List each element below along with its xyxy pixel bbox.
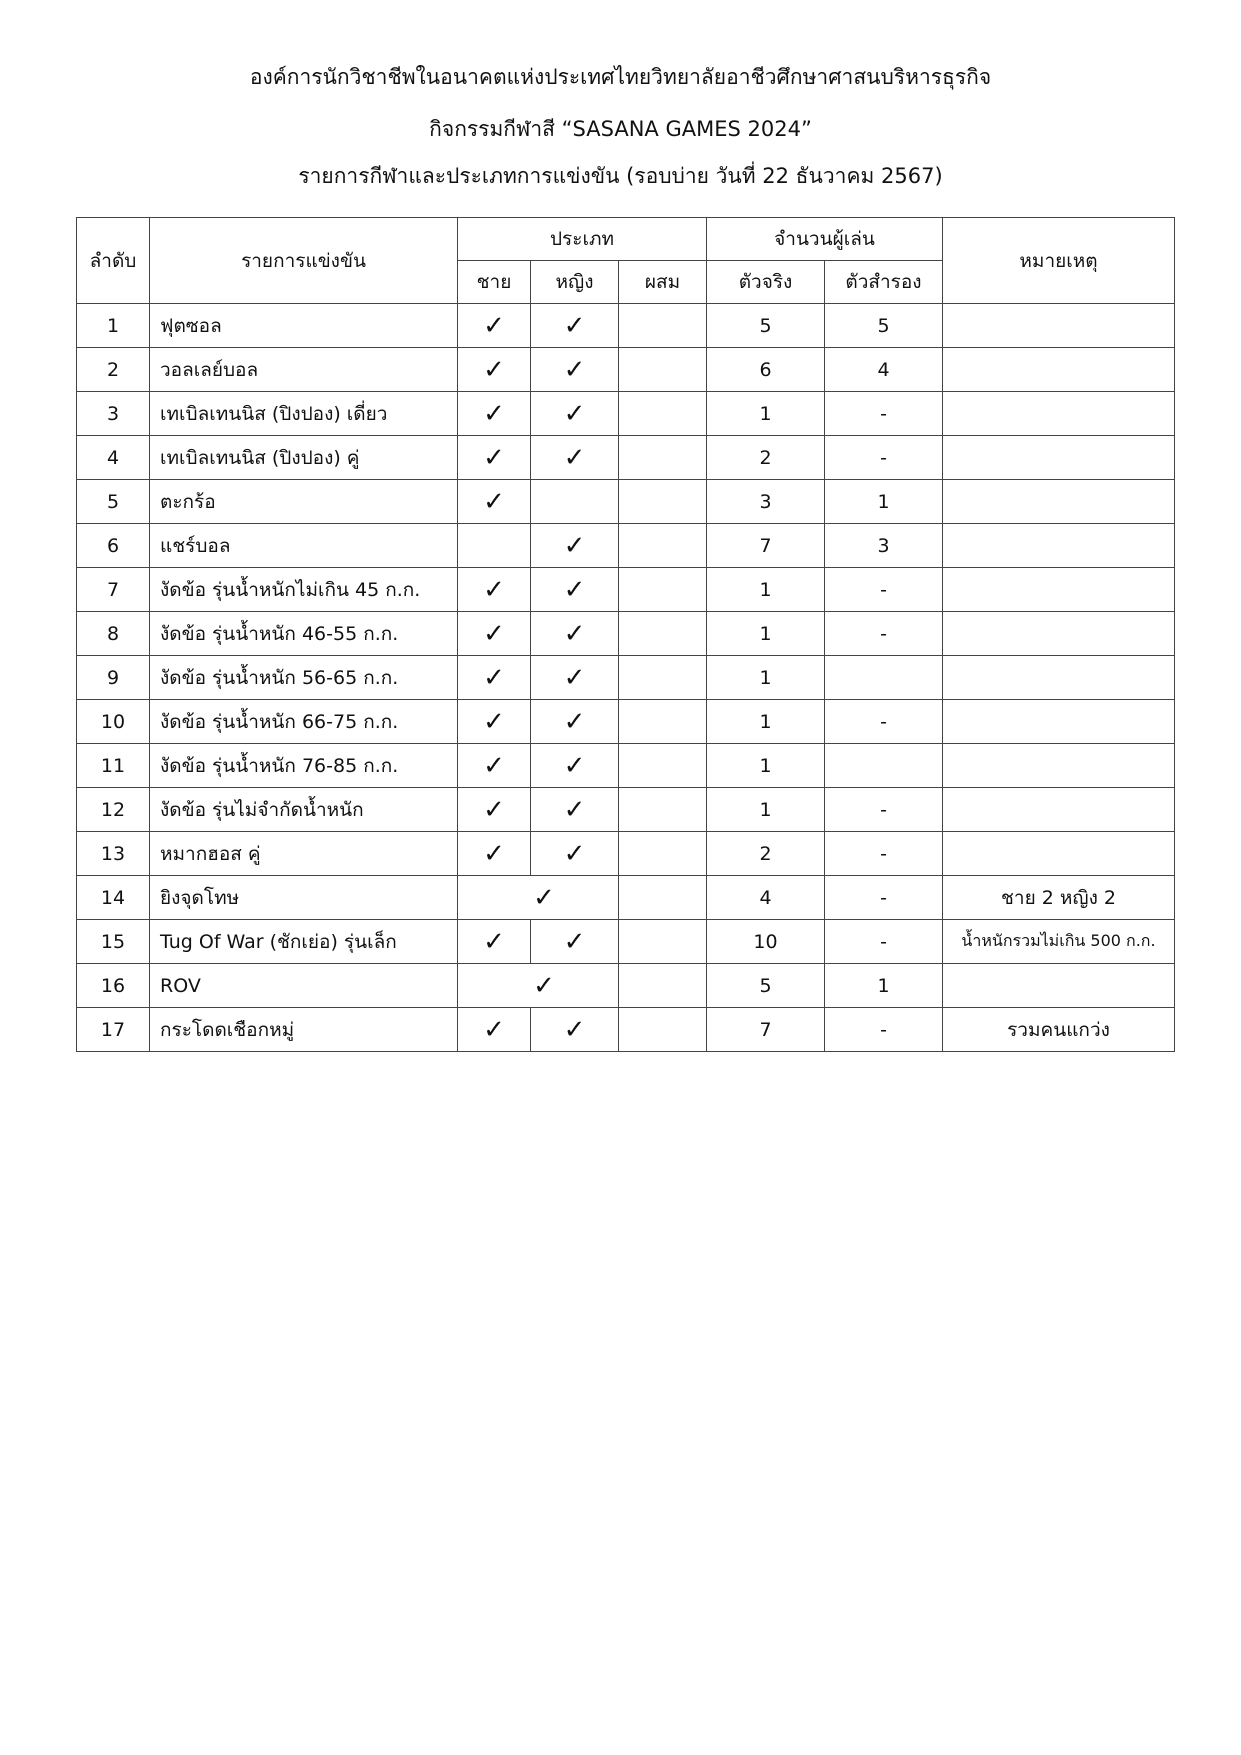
event-name: วอลเลย์บอล — [150, 348, 458, 392]
reserve-players: - — [825, 612, 943, 656]
main-players: 5 — [707, 964, 825, 1008]
event-name: หมากฮอส คู่ — [150, 832, 458, 876]
table-row — [77, 964, 1175, 1008]
reserve-players: - — [825, 568, 943, 612]
check-mark-icon: ✓ — [563, 1014, 586, 1045]
type-female — [531, 832, 619, 876]
main-players: 1 — [707, 700, 825, 744]
reserve-players: 3 — [825, 524, 943, 568]
main-players: 7 — [707, 1008, 825, 1052]
row-number: 2 — [77, 348, 150, 392]
type-male — [458, 392, 531, 436]
check-mark-icon: ✓ — [533, 882, 555, 913]
event-name: งัดข้อ รุ่นน้ำหนัก 46-55 ก.ก. — [150, 612, 458, 656]
table-row — [77, 436, 1175, 480]
row-number: 7 — [77, 568, 150, 612]
row-note — [943, 964, 1175, 1008]
row-number: 12 — [77, 788, 150, 832]
event-name: ROV — [150, 964, 458, 1008]
type-male — [458, 568, 531, 612]
event-name: เทเบิลเทนนิส (ปิงปอง) เดี่ยว — [150, 392, 458, 436]
type-female — [531, 788, 619, 832]
type-male — [458, 612, 531, 656]
type-mixed — [619, 788, 707, 832]
type-male — [458, 480, 531, 524]
table-row — [77, 920, 1175, 964]
row-note — [943, 304, 1175, 348]
header-reserve: ตัวสำรอง — [825, 261, 943, 304]
type-mixed — [619, 832, 707, 876]
row-number: 14 — [77, 876, 150, 920]
type-female — [531, 304, 619, 348]
row-note — [943, 700, 1175, 744]
event-name: งัดข้อ รุ่นน้ำหนัก 66-75 ก.ก. — [150, 700, 458, 744]
check-mark-icon: ✓ — [483, 354, 505, 385]
check-mark-icon: ✓ — [483, 750, 505, 781]
type-female — [531, 1008, 619, 1052]
check-mark-icon: ✓ — [483, 310, 505, 341]
type-female — [531, 524, 619, 568]
event-name: งัดข้อ รุ่นน้ำหนัก 76-85 ก.ก. — [150, 744, 458, 788]
table-row — [77, 744, 1175, 788]
table-row — [77, 656, 1175, 700]
row-note — [943, 744, 1175, 788]
type-combined — [458, 876, 619, 920]
row-note: รวมคนแกว่ง — [943, 1008, 1175, 1052]
reserve-players: 1 — [825, 964, 943, 1008]
main-players: 1 — [707, 656, 825, 700]
check-mark-icon: ✓ — [483, 442, 505, 473]
type-female — [531, 656, 619, 700]
reserve-players: - — [825, 436, 943, 480]
row-number: 15 — [77, 920, 150, 964]
check-mark-icon: ✓ — [483, 662, 505, 693]
org-title: องค์การนักวิชาชีพในอนาคตแห่งประเทศไทยวิทยาลัยอาชีวศึกษาศาสนบริหารธุรกิจ — [249, 65, 992, 89]
event-name: งัดข้อ รุ่นน้ำหนัก 56-65 ก.ก. — [150, 656, 458, 700]
reserve-players: - — [825, 1008, 943, 1052]
check-mark-icon: ✓ — [483, 838, 505, 869]
type-female — [531, 920, 619, 964]
type-male — [458, 788, 531, 832]
reserve-players: - — [825, 832, 943, 876]
row-note — [943, 392, 1175, 436]
sports-table — [76, 217, 1175, 1052]
main-players: 1 — [707, 392, 825, 436]
row-number: 9 — [77, 656, 150, 700]
type-male — [458, 304, 531, 348]
table-body — [77, 304, 1175, 1052]
main-players: 10 — [707, 920, 825, 964]
header-main: ตัวจริง — [707, 261, 825, 304]
check-mark-icon: ✓ — [483, 574, 505, 605]
check-mark-icon: ✓ — [563, 926, 586, 957]
event-name: กระโดดเชือกหมู่ — [150, 1008, 458, 1052]
header-mixed: ผสม — [619, 261, 707, 304]
schedule-title: รายการกีฬาและประเภทการแข่งขัน (รอบบ่าย วันที่ 22 ธันวาคม 2567) — [298, 164, 943, 188]
header-type: ประเภท — [458, 218, 707, 261]
type-mixed — [619, 436, 707, 480]
main-players: 1 — [707, 788, 825, 832]
type-mixed — [619, 1008, 707, 1052]
row-note — [943, 348, 1175, 392]
table-row — [77, 788, 1175, 832]
event-name: แชร์บอล — [150, 524, 458, 568]
header-players: จำนวนผู้เล่น — [707, 218, 943, 261]
check-mark-icon: ✓ — [483, 926, 505, 957]
table-row — [77, 612, 1175, 656]
row-note — [943, 656, 1175, 700]
check-mark-icon: ✓ — [483, 486, 505, 517]
type-mixed — [619, 612, 707, 656]
type-mixed — [619, 348, 707, 392]
row-note — [943, 612, 1175, 656]
check-mark-icon: ✓ — [563, 442, 586, 473]
type-male — [458, 524, 531, 568]
type-male — [458, 832, 531, 876]
row-number: 4 — [77, 436, 150, 480]
type-female — [531, 700, 619, 744]
table-row — [77, 832, 1175, 876]
row-note — [943, 788, 1175, 832]
check-mark-icon: ✓ — [563, 838, 586, 869]
table-row — [77, 304, 1175, 348]
event-name: ยิงจุดโทษ — [150, 876, 458, 920]
type-mixed — [619, 964, 707, 1008]
type-male — [458, 1008, 531, 1052]
reserve-players: 4 — [825, 348, 943, 392]
main-players: 4 — [707, 876, 825, 920]
row-number: 11 — [77, 744, 150, 788]
type-combined — [458, 964, 619, 1008]
table-row — [77, 348, 1175, 392]
check-mark-icon: ✓ — [563, 310, 586, 341]
row-number: 10 — [77, 700, 150, 744]
table-row — [77, 524, 1175, 568]
reserve-players — [825, 744, 943, 788]
type-mixed — [619, 876, 707, 920]
check-mark-icon: ✓ — [483, 398, 505, 429]
main-players: 6 — [707, 348, 825, 392]
reserve-players: - — [825, 392, 943, 436]
reserve-players: - — [825, 920, 943, 964]
type-male — [458, 348, 531, 392]
type-female — [531, 612, 619, 656]
table-row — [77, 1008, 1175, 1052]
header-event: รายการแข่งขัน — [150, 218, 458, 304]
main-players: 1 — [707, 744, 825, 788]
type-female — [531, 744, 619, 788]
row-number: 8 — [77, 612, 150, 656]
reserve-players: - — [825, 788, 943, 832]
row-number: 6 — [77, 524, 150, 568]
row-number: 17 — [77, 1008, 150, 1052]
event-name: ตะกร้อ — [150, 480, 458, 524]
header-female: หญิง — [531, 261, 619, 304]
event-name: เทเบิลเทนนิส (ปิงปอง) คู่ — [150, 436, 458, 480]
type-mixed — [619, 480, 707, 524]
type-male — [458, 436, 531, 480]
type-mixed — [619, 524, 707, 568]
main-players: 5 — [707, 304, 825, 348]
type-male — [458, 920, 531, 964]
row-note — [943, 832, 1175, 876]
main-players: 2 — [707, 436, 825, 480]
document-header — [0, 62, 1241, 213]
type-mixed — [619, 744, 707, 788]
reserve-players — [825, 656, 943, 700]
event-title: กิจกรรมกีฬาสี “SASANA GAMES 2024” — [429, 117, 812, 141]
row-note — [943, 480, 1175, 524]
reserve-players: - — [825, 700, 943, 744]
event-name: ฟุตซอล — [150, 304, 458, 348]
row-note — [943, 436, 1175, 480]
reserve-players: - — [825, 876, 943, 920]
row-note — [943, 524, 1175, 568]
type-female — [531, 392, 619, 436]
type-female — [531, 436, 619, 480]
header-note: หมายเหตุ — [943, 218, 1175, 304]
type-mixed — [619, 392, 707, 436]
type-mixed — [619, 700, 707, 744]
row-note: น้ำหนักรวมไม่เกิน 500 ก.ก. — [943, 920, 1175, 964]
row-number: 16 — [77, 964, 150, 1008]
row-note — [943, 568, 1175, 612]
type-female — [531, 480, 619, 524]
table-row — [77, 480, 1175, 524]
main-players: 2 — [707, 832, 825, 876]
check-mark-icon: ✓ — [483, 1014, 505, 1045]
check-mark-icon: ✓ — [563, 794, 586, 825]
check-mark-icon: ✓ — [563, 750, 586, 781]
row-number: 5 — [77, 480, 150, 524]
type-female — [531, 568, 619, 612]
type-male — [458, 700, 531, 744]
type-mixed — [619, 656, 707, 700]
type-mixed — [619, 920, 707, 964]
check-mark-icon: ✓ — [563, 530, 586, 561]
row-number: 13 — [77, 832, 150, 876]
check-mark-icon: ✓ — [533, 970, 555, 1001]
main-players: 3 — [707, 480, 825, 524]
check-mark-icon: ✓ — [483, 618, 505, 649]
row-number: 3 — [77, 392, 150, 436]
reserve-players: 1 — [825, 480, 943, 524]
type-mixed — [619, 304, 707, 348]
table-row — [77, 700, 1175, 744]
type-male — [458, 744, 531, 788]
type-female — [531, 348, 619, 392]
main-players: 7 — [707, 524, 825, 568]
header-male: ชาย — [458, 261, 531, 304]
check-mark-icon: ✓ — [483, 706, 505, 737]
check-mark-icon: ✓ — [563, 706, 586, 737]
type-mixed — [619, 568, 707, 612]
reserve-players: 5 — [825, 304, 943, 348]
row-note: ชาย 2 หญิง 2 — [943, 876, 1175, 920]
table-row — [77, 876, 1175, 920]
check-mark-icon: ✓ — [563, 398, 586, 429]
check-mark-icon: ✓ — [563, 618, 586, 649]
main-players: 1 — [707, 612, 825, 656]
event-name: งัดข้อ รุ่นน้ำหนักไม่เกิน 45 ก.ก. — [150, 568, 458, 612]
event-name: งัดข้อ รุ่นไม่จำกัดน้ำหนัก — [150, 788, 458, 832]
check-mark-icon: ✓ — [563, 574, 586, 605]
type-male — [458, 656, 531, 700]
check-mark-icon: ✓ — [563, 354, 586, 385]
check-mark-icon: ✓ — [483, 794, 505, 825]
header-order: ลำดับ — [77, 218, 150, 304]
table-header — [77, 218, 1175, 304]
row-number: 1 — [77, 304, 150, 348]
event-name: Tug Of War (ชักเย่อ) รุ่นเล็ก — [150, 920, 458, 964]
table-row — [77, 568, 1175, 612]
check-mark-icon: ✓ — [563, 662, 586, 693]
main-players: 1 — [707, 568, 825, 612]
table-row — [77, 392, 1175, 436]
